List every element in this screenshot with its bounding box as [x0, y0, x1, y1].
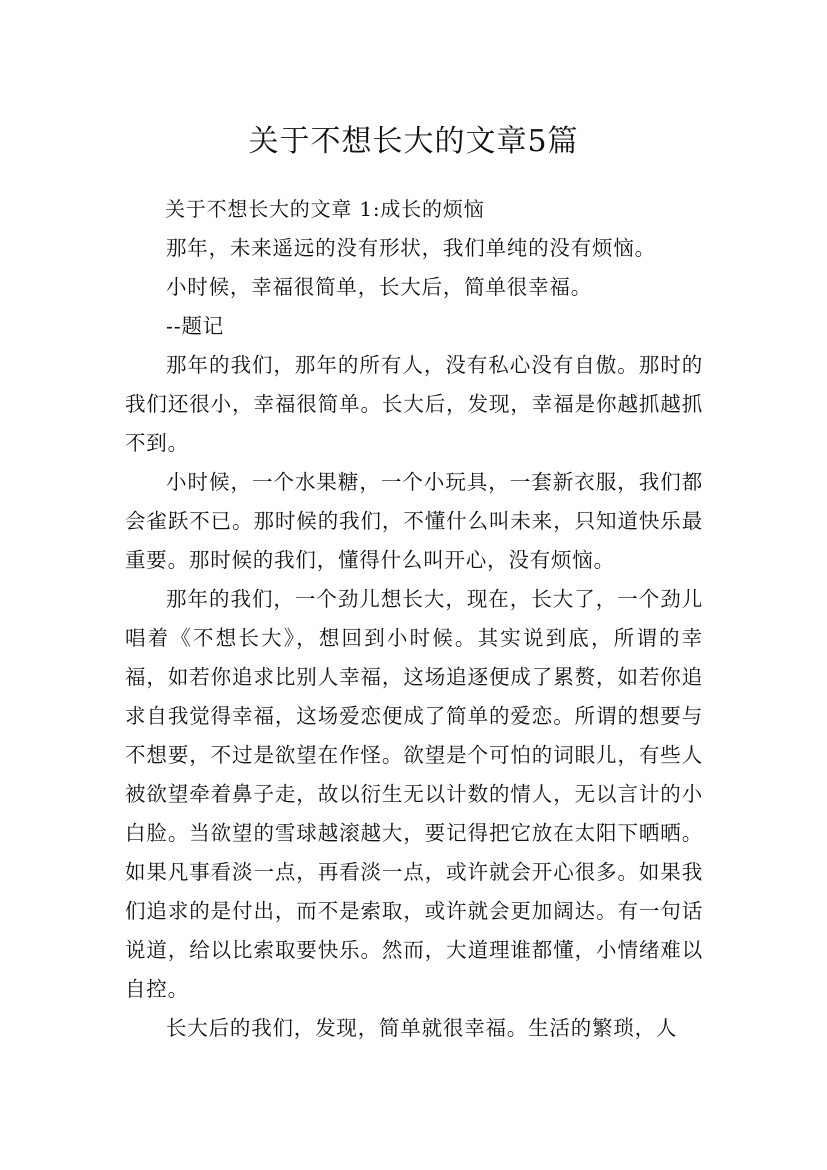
paragraph: 那年的我们，那年的所有人，没有私心没有自傲。那时的我们还很小，幸福很简单。长大后，发现，幸福是你越抓越抓不到。 — [125, 353, 703, 455]
document-body — [125, 190, 703, 1048]
paragraph: 那年的我们，一个劲儿想长大，现在，长大了，一个劲儿唱着《不想长大》，想回到小时候。其实说到底，所谓的幸福，如若你追求比别人幸福，这场追逐便成了累赘，如若你追求自我觉得幸福，这场爱恋便成了简单的爱恋。所谓的想要与不想要，不过是欲望在作怪。欲望是个可怕的词眼儿，有些人被欲望牵着鼻子走，故以衍生无以计数的情人，无以言计的小白脸。当欲望的雪球越滚越大，要记得把它放在太阳下晒晒。如果凡事看淡一点，再看淡一点，或许就会开心很多。如果我们追求的是付出，而不是索取，或许就会更加阔达。有一句话说道，给以比索取要快乐。然而，大道理谁都懂，小情绪难以自控。 — [125, 587, 703, 1001]
epigraph-attribution: --题记 — [166, 314, 225, 338]
paragraph: 那年，未来遥远的没有形状，我们单纯的没有烦恼。 — [166, 236, 656, 260]
paragraph: 小时候，一个水果糖，一个小玩具，一套新衣服，我们都会雀跃不已。那时候的我们，不懂什么叫未来，只知道快乐最重要。那时候的我们，懂得什么叫开心，没有烦恼。 — [125, 470, 703, 572]
paragraph: 长大后的我们，发现，简单就很幸福。生活的繁琐，人 — [166, 1016, 678, 1040]
paragraph: 小时候，幸福很简单，长大后，简单很幸福。 — [166, 275, 592, 299]
document-title: 关于不想长大的文章5篇 — [248, 124, 579, 160]
article-subtitle: 关于不想长大的文章 1:成长的烦恼 — [165, 197, 485, 221]
